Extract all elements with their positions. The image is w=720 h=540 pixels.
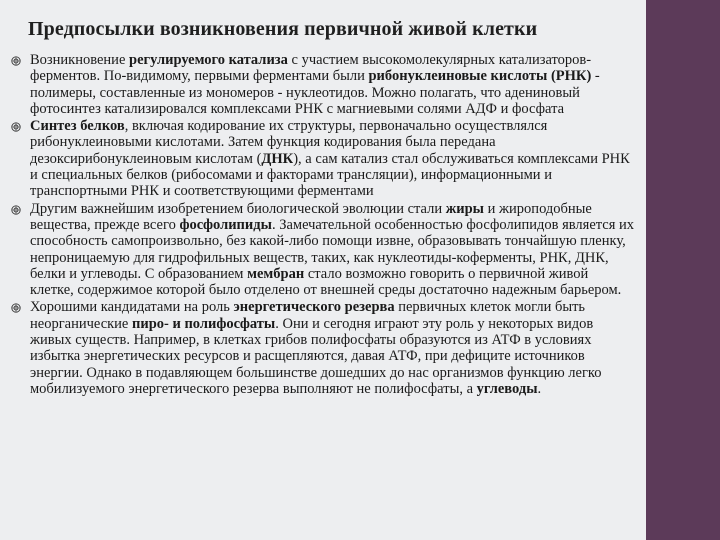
text-run: ), а сам катализ стал обслуживаться комплексами РНК и специальных белков (рибосомами и факторами трансляции), информационными и транспортными РНК и соответствующими ферментами: [30, 150, 630, 200]
text-run: первичных клеток могли быть неорганические: [30, 299, 586, 332]
text-run: стало возможно говорить о первичной живой клетке, содержимое которой было отделено от внешней среды достаточно надежным барьером.: [30, 265, 622, 299]
bullet-item: [10, 118, 635, 199]
ornamental-bullet-icon: [11, 120, 21, 130]
bold-term: фосфолипиды: [179, 216, 272, 233]
text-run: Другим важнейшим изобретением биологической эволюции стали: [30, 200, 446, 217]
text-run: и жироподобные вещества, прежде всего: [30, 200, 592, 233]
text-run: - полимеры, составленные из мономеров - нуклеотидов. Можно полагать, что адениновый фотосинтез катализировался комплексами РНК с магниевыми солями АДФ и фосфата: [30, 68, 600, 117]
bold-term: Синтез белков: [30, 118, 125, 135]
slide-title: Предпосылки возникновения первичной живой клетки: [28, 18, 538, 40]
bold-term: энергетического резерва: [233, 299, 395, 316]
bullet-item: [10, 201, 635, 299]
bold-term: жиры: [445, 200, 485, 217]
bullet-text: [30, 201, 634, 298]
bold-term: ДНК: [261, 150, 294, 167]
decorative-sidebar: [646, 0, 720, 540]
ornamental-bullet-icon: [11, 54, 21, 64]
bullet-text: [30, 118, 630, 199]
bullet-item: [10, 52, 635, 117]
text-run: Хорошими кандидатами на роль: [30, 299, 234, 316]
bold-term: рибонуклеиновые кислоты (РНК): [368, 68, 592, 85]
bullet-item: [10, 299, 635, 397]
bullet-list: [10, 52, 635, 398]
bullet-text: [30, 52, 600, 117]
text-run: .: [537, 380, 542, 397]
bold-term: мембран: [247, 265, 305, 282]
bold-term: пиро- и полифосфаты: [132, 315, 276, 332]
text-run: Возникновение: [30, 52, 130, 68]
ornamental-bullet-icon: [11, 203, 21, 213]
text-run: с участием высокомолекулярных катализаторов- ферментов. По-видимому, первыми ферментами были: [30, 52, 592, 85]
bullet-text: [30, 299, 601, 396]
text-run: . Они и сегодня играют эту роль у некоторых видов живых существ. Например, в клетках грибов полифосфаты образуются из АТФ в условиях избытка энергетических ресурсов и расщепляются, давая АТФ, при дефиците источников энергии. Однако в подавляющем большинстве дошедших до нас организмов функцию легко мобилизуемого энергетического резерва выполняют не полифосфаты, а: [30, 315, 602, 397]
text-run: . Замечательной особенностью фосфолипидов является их способность самопроизвольно, без какой-либо помощи извне, образовывать тончайшую пленку, непроницаемую для гидрофильных веществ, таких, как нуклеотиды-коферменты, РНК, ДНК, белки и углеводы. С образованием: [30, 216, 635, 282]
text-run: , включая кодирование их структуры, первоначально осуществлялся рибонуклеиновыми кислотами. Затем функция кодирования была передана дезоксирибонуклеиновым кислотам (: [30, 118, 548, 167]
ornamental-bullet-icon: [11, 301, 21, 311]
bold-term: углеводы: [476, 380, 538, 397]
bold-term: регулируемого катализа: [129, 52, 288, 68]
